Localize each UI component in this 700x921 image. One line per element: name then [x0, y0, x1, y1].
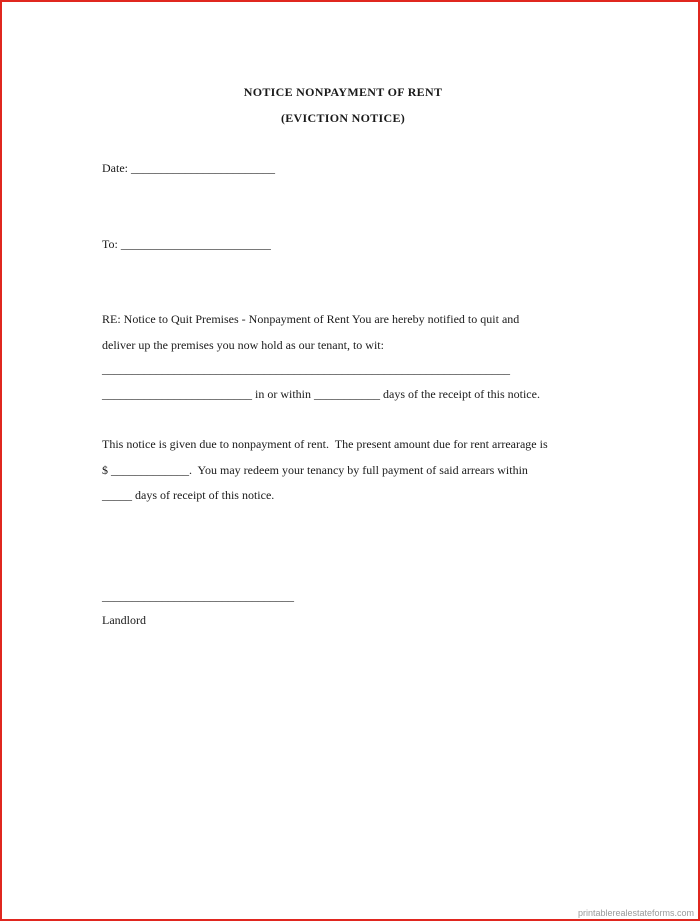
date-field-line: Date: ________________________: [102, 161, 275, 175]
premises-blank-line: ____________________________________________________________________: [102, 362, 510, 376]
document-subtitle: (EVICTION NOTICE): [280, 111, 406, 125]
signature-line: ________________________________: [102, 589, 294, 603]
re-paragraph-line-4: _________________________ in or within ___________ days of the receipt of this notice.: [102, 387, 540, 401]
to-field-line: To: _________________________: [102, 237, 271, 251]
re-paragraph-line-1: RE: Notice to Quit Premises - Nonpayment of Rent You are hereby notified to quit and: [102, 312, 520, 326]
document-title: NOTICE NONPAYMENT OF RENT: [243, 85, 443, 99]
watermark-text: printablerealestateforms.com: [577, 908, 694, 918]
re-paragraph-line-2: deliver up the premises you now hold as our tenant, to wit:: [102, 338, 384, 352]
notice-paragraph-line-3: _____ days of receipt of this notice.: [102, 488, 275, 502]
notice-paragraph-line-1: This notice is given due to nonpayment of rent. The present amount due for rent arrearage is: [102, 437, 548, 451]
signature-label: Landlord: [102, 613, 146, 627]
notice-paragraph-line-2: $ _____________. You may redeem your tenancy by full payment of said arrears within: [102, 463, 528, 477]
